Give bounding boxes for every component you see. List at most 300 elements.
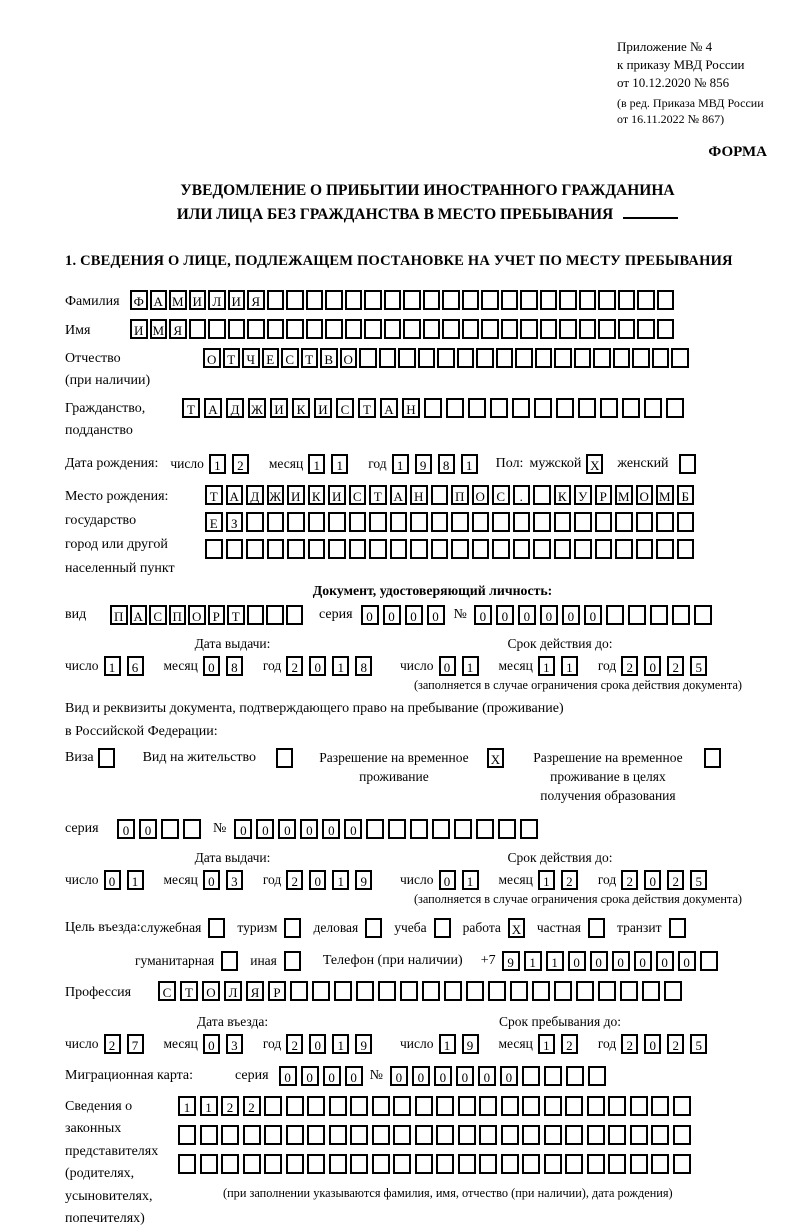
- char-cell[interactable]: [286, 290, 304, 310]
- char-cell[interactable]: 1: [462, 656, 479, 676]
- char-cell[interactable]: А: [130, 605, 148, 625]
- char-cell[interactable]: [515, 348, 533, 368]
- char-cell[interactable]: Р: [595, 485, 613, 505]
- char-cell[interactable]: [656, 539, 674, 559]
- char-cell[interactable]: [651, 1125, 669, 1145]
- char-cell[interactable]: [630, 1154, 648, 1174]
- char-cell[interactable]: [613, 348, 631, 368]
- char-cell[interactable]: [267, 319, 285, 339]
- char-cell[interactable]: М: [169, 290, 187, 310]
- char-cell[interactable]: Я: [169, 319, 187, 339]
- char-cell[interactable]: [540, 290, 558, 310]
- char-cell[interactable]: А: [390, 485, 408, 505]
- char-cell[interactable]: 0: [678, 951, 696, 971]
- char-cell[interactable]: [630, 1125, 648, 1145]
- char-cell[interactable]: [479, 1096, 497, 1116]
- char-cell[interactable]: [579, 319, 597, 339]
- char-cell[interactable]: [349, 539, 367, 559]
- char-cell[interactable]: [307, 1096, 325, 1116]
- char-cell[interactable]: [644, 398, 662, 418]
- char-cell[interactable]: [325, 319, 343, 339]
- char-cell[interactable]: [458, 1096, 476, 1116]
- char-cell[interactable]: 0: [104, 870, 121, 890]
- char-cell[interactable]: [554, 539, 572, 559]
- char-cell[interactable]: [533, 512, 551, 532]
- char-cell[interactable]: [565, 1125, 583, 1145]
- char-cell[interactable]: [308, 512, 326, 532]
- char-cell[interactable]: [312, 981, 330, 1001]
- char-cell[interactable]: Б: [677, 485, 695, 505]
- purpose-option-checkbox[interactable]: [365, 918, 382, 938]
- char-cell[interactable]: 0: [322, 819, 340, 839]
- char-cell[interactable]: [442, 319, 460, 339]
- char-cell[interactable]: 9: [415, 454, 432, 474]
- char-cell[interactable]: З: [226, 512, 244, 532]
- char-cell[interactable]: И: [189, 290, 207, 310]
- char-cell[interactable]: 0: [439, 656, 456, 676]
- char-cell[interactable]: [266, 605, 284, 625]
- char-cell[interactable]: 0: [644, 1034, 661, 1054]
- char-cell[interactable]: [247, 319, 265, 339]
- char-cell[interactable]: [496, 348, 514, 368]
- char-cell[interactable]: [436, 1125, 454, 1145]
- char-cell[interactable]: [588, 1066, 606, 1086]
- char-cell[interactable]: А: [204, 398, 222, 418]
- char-cell[interactable]: [598, 290, 616, 310]
- char-cell[interactable]: 0: [500, 1066, 518, 1086]
- char-cell[interactable]: [637, 290, 655, 310]
- char-cell[interactable]: 5: [690, 656, 707, 676]
- char-cell[interactable]: [481, 319, 499, 339]
- char-cell[interactable]: Т: [180, 981, 198, 1001]
- char-cell[interactable]: [267, 290, 285, 310]
- char-cell[interactable]: 8: [355, 656, 372, 676]
- char-cell[interactable]: Д: [226, 398, 244, 418]
- char-cell[interactable]: [620, 981, 638, 1001]
- char-cell[interactable]: 3: [226, 870, 243, 890]
- char-cell[interactable]: 1: [178, 1096, 196, 1116]
- char-cell[interactable]: 0: [456, 1066, 474, 1086]
- char-cell[interactable]: [501, 1154, 519, 1174]
- char-cell[interactable]: 0: [405, 605, 423, 625]
- char-cell[interactable]: Т: [369, 485, 387, 505]
- char-cell[interactable]: [593, 348, 611, 368]
- char-cell[interactable]: [410, 512, 428, 532]
- char-cell[interactable]: Л: [208, 290, 226, 310]
- char-cell[interactable]: [243, 1154, 261, 1174]
- char-cell[interactable]: П: [110, 605, 128, 625]
- char-cell[interactable]: [458, 1125, 476, 1145]
- char-cell[interactable]: 0: [590, 951, 608, 971]
- char-cell[interactable]: [556, 398, 574, 418]
- char-cell[interactable]: [306, 319, 324, 339]
- char-cell[interactable]: [522, 1154, 540, 1174]
- char-cell[interactable]: [492, 539, 510, 559]
- char-cell[interactable]: О: [636, 485, 654, 505]
- char-cell[interactable]: 0: [309, 1034, 326, 1054]
- char-cell[interactable]: Т: [223, 348, 241, 368]
- char-cell[interactable]: И: [287, 485, 305, 505]
- char-cell[interactable]: [388, 819, 406, 839]
- char-cell[interactable]: В: [320, 348, 338, 368]
- char-cell[interactable]: [578, 398, 596, 418]
- char-cell[interactable]: [178, 1125, 196, 1145]
- char-cell[interactable]: Ж: [267, 485, 285, 505]
- char-cell[interactable]: [403, 319, 421, 339]
- char-cell[interactable]: [657, 290, 675, 310]
- char-cell[interactable]: [208, 319, 226, 339]
- char-cell[interactable]: С: [281, 348, 299, 368]
- char-cell[interactable]: [345, 290, 363, 310]
- char-cell[interactable]: [390, 539, 408, 559]
- char-cell[interactable]: [286, 319, 304, 339]
- char-cell[interactable]: 1: [524, 951, 542, 971]
- char-cell[interactable]: [498, 819, 516, 839]
- char-cell[interactable]: [540, 319, 558, 339]
- char-cell[interactable]: [490, 398, 508, 418]
- char-cell[interactable]: [595, 539, 613, 559]
- char-cell[interactable]: Д: [246, 485, 264, 505]
- char-cell[interactable]: [410, 539, 428, 559]
- char-cell[interactable]: [673, 1154, 691, 1174]
- char-cell[interactable]: [565, 1154, 583, 1174]
- char-cell[interactable]: [554, 512, 572, 532]
- char-cell[interactable]: И: [314, 398, 332, 418]
- char-cell[interactable]: [161, 819, 179, 839]
- char-cell[interactable]: 0: [361, 605, 379, 625]
- char-cell[interactable]: [267, 512, 285, 532]
- char-cell[interactable]: [587, 1154, 605, 1174]
- char-cell[interactable]: [200, 1125, 218, 1145]
- char-cell[interactable]: [372, 1125, 390, 1145]
- char-cell[interactable]: [615, 512, 633, 532]
- char-cell[interactable]: [286, 1125, 304, 1145]
- char-cell[interactable]: [415, 1154, 433, 1174]
- char-cell[interactable]: [533, 485, 551, 505]
- char-cell[interactable]: [329, 1154, 347, 1174]
- char-cell[interactable]: Ж: [248, 398, 266, 418]
- char-cell[interactable]: Е: [262, 348, 280, 368]
- char-cell[interactable]: [307, 1125, 325, 1145]
- char-cell[interactable]: [520, 290, 538, 310]
- char-cell[interactable]: [393, 1096, 411, 1116]
- char-cell[interactable]: [608, 1125, 626, 1145]
- char-cell[interactable]: Л: [224, 981, 242, 1001]
- purpose-option-checkbox[interactable]: [284, 951, 301, 971]
- char-cell[interactable]: [618, 290, 636, 310]
- char-cell[interactable]: И: [270, 398, 288, 418]
- char-cell[interactable]: [384, 290, 402, 310]
- char-cell[interactable]: [286, 605, 304, 625]
- char-cell[interactable]: [200, 1154, 218, 1174]
- char-cell[interactable]: [178, 1154, 196, 1174]
- char-cell[interactable]: 6: [127, 656, 144, 676]
- char-cell[interactable]: 1: [209, 454, 226, 474]
- char-cell[interactable]: 1: [538, 870, 555, 890]
- char-cell[interactable]: [366, 819, 384, 839]
- char-cell[interactable]: [618, 319, 636, 339]
- char-cell[interactable]: [532, 981, 550, 1001]
- char-cell[interactable]: [183, 819, 201, 839]
- char-cell[interactable]: [481, 290, 499, 310]
- char-cell[interactable]: [630, 1096, 648, 1116]
- char-cell[interactable]: [436, 1154, 454, 1174]
- char-cell[interactable]: И: [130, 319, 148, 339]
- char-cell[interactable]: [246, 539, 264, 559]
- char-cell[interactable]: [535, 348, 553, 368]
- char-cell[interactable]: [574, 512, 592, 532]
- char-cell[interactable]: [544, 1096, 562, 1116]
- purpose-option-checkbox[interactable]: [669, 918, 686, 938]
- char-cell[interactable]: [652, 348, 670, 368]
- char-cell[interactable]: С: [492, 485, 510, 505]
- char-cell[interactable]: 0: [518, 605, 536, 625]
- char-cell[interactable]: [431, 485, 449, 505]
- char-cell[interactable]: [522, 1125, 540, 1145]
- char-cell[interactable]: [574, 539, 592, 559]
- char-cell[interactable]: 0: [434, 1066, 452, 1086]
- char-cell[interactable]: [369, 512, 387, 532]
- char-cell[interactable]: Т: [227, 605, 245, 625]
- char-cell[interactable]: [431, 539, 449, 559]
- char-cell[interactable]: 2: [286, 656, 303, 676]
- char-cell[interactable]: Я: [246, 981, 264, 1001]
- char-cell[interactable]: 0: [278, 819, 296, 839]
- char-cell[interactable]: [329, 1096, 347, 1116]
- char-cell[interactable]: [345, 319, 363, 339]
- temp-residence-education-checkbox[interactable]: [704, 748, 721, 768]
- char-cell[interactable]: [513, 539, 531, 559]
- char-cell[interactable]: [328, 539, 346, 559]
- char-cell[interactable]: [287, 512, 305, 532]
- char-cell[interactable]: 0: [345, 1066, 363, 1086]
- char-cell[interactable]: [410, 819, 428, 839]
- char-cell[interactable]: 0: [390, 1066, 408, 1086]
- char-cell[interactable]: 1: [461, 454, 478, 474]
- char-cell[interactable]: 2: [243, 1096, 261, 1116]
- char-cell[interactable]: П: [451, 485, 469, 505]
- char-cell[interactable]: [650, 605, 668, 625]
- char-cell[interactable]: 0: [309, 656, 326, 676]
- char-cell[interactable]: 1: [332, 870, 349, 890]
- char-cell[interactable]: [400, 981, 418, 1001]
- char-cell[interactable]: 0: [439, 870, 456, 890]
- char-cell[interactable]: [522, 1096, 540, 1116]
- char-cell[interactable]: 0: [383, 605, 401, 625]
- char-cell[interactable]: 2: [667, 1034, 684, 1054]
- char-cell[interactable]: 2: [621, 1034, 638, 1054]
- char-cell[interactable]: 2: [621, 656, 638, 676]
- temp-residence-checkbox[interactable]: X: [487, 748, 504, 768]
- char-cell[interactable]: 0: [203, 1034, 220, 1054]
- char-cell[interactable]: [393, 1125, 411, 1145]
- char-cell[interactable]: [651, 1096, 669, 1116]
- char-cell[interactable]: [513, 512, 531, 532]
- char-cell[interactable]: [444, 981, 462, 1001]
- char-cell[interactable]: 0: [117, 819, 135, 839]
- char-cell[interactable]: 9: [355, 870, 372, 890]
- purpose-option-checkbox[interactable]: [208, 918, 225, 938]
- char-cell[interactable]: 0: [279, 1066, 297, 1086]
- char-cell[interactable]: [628, 605, 646, 625]
- char-cell[interactable]: [246, 512, 264, 532]
- char-cell[interactable]: 7: [127, 1034, 144, 1054]
- char-cell[interactable]: 9: [502, 951, 520, 971]
- char-cell[interactable]: [306, 290, 324, 310]
- char-cell[interactable]: [595, 512, 613, 532]
- purpose-option-checkbox[interactable]: [434, 918, 451, 938]
- char-cell[interactable]: [534, 398, 552, 418]
- char-cell[interactable]: 0: [412, 1066, 430, 1086]
- char-cell[interactable]: 0: [203, 870, 220, 890]
- purpose-option-checkbox[interactable]: [588, 918, 605, 938]
- char-cell[interactable]: [466, 981, 484, 1001]
- char-cell[interactable]: [431, 512, 449, 532]
- char-cell[interactable]: [501, 319, 519, 339]
- char-cell[interactable]: 0: [496, 605, 514, 625]
- char-cell[interactable]: 0: [344, 819, 362, 839]
- char-cell[interactable]: [307, 1154, 325, 1174]
- char-cell[interactable]: 0: [584, 605, 602, 625]
- char-cell[interactable]: 0: [301, 1066, 319, 1086]
- char-cell[interactable]: [512, 398, 530, 418]
- char-cell[interactable]: [637, 319, 655, 339]
- char-cell[interactable]: [286, 1096, 304, 1116]
- char-cell[interactable]: [350, 1125, 368, 1145]
- char-cell[interactable]: [622, 398, 640, 418]
- char-cell[interactable]: [393, 1154, 411, 1174]
- char-cell[interactable]: 0: [656, 951, 674, 971]
- char-cell[interactable]: [384, 319, 402, 339]
- char-cell[interactable]: [437, 348, 455, 368]
- char-cell[interactable]: [479, 1125, 497, 1145]
- char-cell[interactable]: [424, 398, 442, 418]
- char-cell[interactable]: [390, 512, 408, 532]
- char-cell[interactable]: [636, 539, 654, 559]
- char-cell[interactable]: [454, 819, 472, 839]
- char-cell[interactable]: [671, 348, 689, 368]
- char-cell[interactable]: [350, 1154, 368, 1174]
- char-cell[interactable]: [554, 348, 572, 368]
- char-cell[interactable]: [579, 290, 597, 310]
- char-cell[interactable]: [576, 981, 594, 1001]
- char-cell[interactable]: У: [574, 485, 592, 505]
- char-cell[interactable]: [221, 1154, 239, 1174]
- char-cell[interactable]: 2: [621, 870, 638, 890]
- char-cell[interactable]: О: [202, 981, 220, 1001]
- char-cell[interactable]: 2: [232, 454, 249, 474]
- char-cell[interactable]: 0: [540, 605, 558, 625]
- char-cell[interactable]: Т: [301, 348, 319, 368]
- char-cell[interactable]: [533, 539, 551, 559]
- residence-permit-checkbox[interactable]: [276, 748, 293, 768]
- char-cell[interactable]: 2: [561, 1034, 578, 1054]
- char-cell[interactable]: [636, 512, 654, 532]
- char-cell[interactable]: [664, 981, 682, 1001]
- char-cell[interactable]: С: [349, 485, 367, 505]
- char-cell[interactable]: 0: [309, 870, 326, 890]
- sex-female-checkbox[interactable]: [679, 454, 696, 474]
- char-cell[interactable]: К: [292, 398, 310, 418]
- char-cell[interactable]: [587, 1125, 605, 1145]
- char-cell[interactable]: [468, 398, 486, 418]
- char-cell[interactable]: [415, 1096, 433, 1116]
- char-cell[interactable]: [544, 1066, 562, 1086]
- char-cell[interactable]: 1: [200, 1096, 218, 1116]
- char-cell[interactable]: 0: [427, 605, 445, 625]
- char-cell[interactable]: С: [158, 981, 176, 1001]
- char-cell[interactable]: [476, 348, 494, 368]
- char-cell[interactable]: [462, 290, 480, 310]
- char-cell[interactable]: [432, 819, 450, 839]
- char-cell[interactable]: 0: [478, 1066, 496, 1086]
- char-cell[interactable]: [462, 319, 480, 339]
- char-cell[interactable]: [423, 319, 441, 339]
- char-cell[interactable]: 0: [634, 951, 652, 971]
- char-cell[interactable]: [677, 539, 695, 559]
- char-cell[interactable]: Р: [268, 981, 286, 1001]
- char-cell[interactable]: 2: [286, 1034, 303, 1054]
- char-cell[interactable]: Т: [205, 485, 223, 505]
- char-cell[interactable]: [247, 605, 265, 625]
- char-cell[interactable]: 1: [331, 454, 348, 474]
- char-cell[interactable]: [221, 1125, 239, 1145]
- char-cell[interactable]: [672, 605, 690, 625]
- char-cell[interactable]: 0: [234, 819, 252, 839]
- char-cell[interactable]: 1: [546, 951, 564, 971]
- char-cell[interactable]: [666, 398, 684, 418]
- char-cell[interactable]: Р: [208, 605, 226, 625]
- char-cell[interactable]: [608, 1096, 626, 1116]
- char-cell[interactable]: 1: [538, 656, 555, 676]
- char-cell[interactable]: 1: [308, 454, 325, 474]
- char-cell[interactable]: 2: [667, 870, 684, 890]
- char-cell[interactable]: [458, 1154, 476, 1174]
- char-cell[interactable]: 9: [355, 1034, 372, 1054]
- char-cell[interactable]: О: [472, 485, 490, 505]
- char-cell[interactable]: [615, 539, 633, 559]
- char-cell[interactable]: 2: [221, 1096, 239, 1116]
- char-cell[interactable]: 5: [690, 1034, 707, 1054]
- char-cell[interactable]: 0: [203, 656, 220, 676]
- char-cell[interactable]: 0: [568, 951, 586, 971]
- char-cell[interactable]: И: [328, 485, 346, 505]
- char-cell[interactable]: 0: [644, 870, 661, 890]
- char-cell[interactable]: [372, 1154, 390, 1174]
- char-cell[interactable]: [286, 1154, 304, 1174]
- char-cell[interactable]: 1: [392, 454, 409, 474]
- char-cell[interactable]: К: [554, 485, 572, 505]
- char-cell[interactable]: [566, 1066, 584, 1086]
- char-cell[interactable]: А: [150, 290, 168, 310]
- char-cell[interactable]: [544, 1125, 562, 1145]
- char-cell[interactable]: 1: [561, 656, 578, 676]
- char-cell[interactable]: [492, 512, 510, 532]
- char-cell[interactable]: О: [340, 348, 358, 368]
- char-cell[interactable]: А: [226, 485, 244, 505]
- char-cell[interactable]: [451, 539, 469, 559]
- char-cell[interactable]: Н: [410, 485, 428, 505]
- char-cell[interactable]: [510, 981, 528, 1001]
- char-cell[interactable]: [356, 981, 374, 1001]
- char-cell[interactable]: [264, 1154, 282, 1174]
- char-cell[interactable]: А: [380, 398, 398, 418]
- char-cell[interactable]: Я: [247, 290, 265, 310]
- char-cell[interactable]: С: [149, 605, 167, 625]
- char-cell[interactable]: 8: [226, 656, 243, 676]
- char-cell[interactable]: [398, 348, 416, 368]
- char-cell[interactable]: [673, 1125, 691, 1145]
